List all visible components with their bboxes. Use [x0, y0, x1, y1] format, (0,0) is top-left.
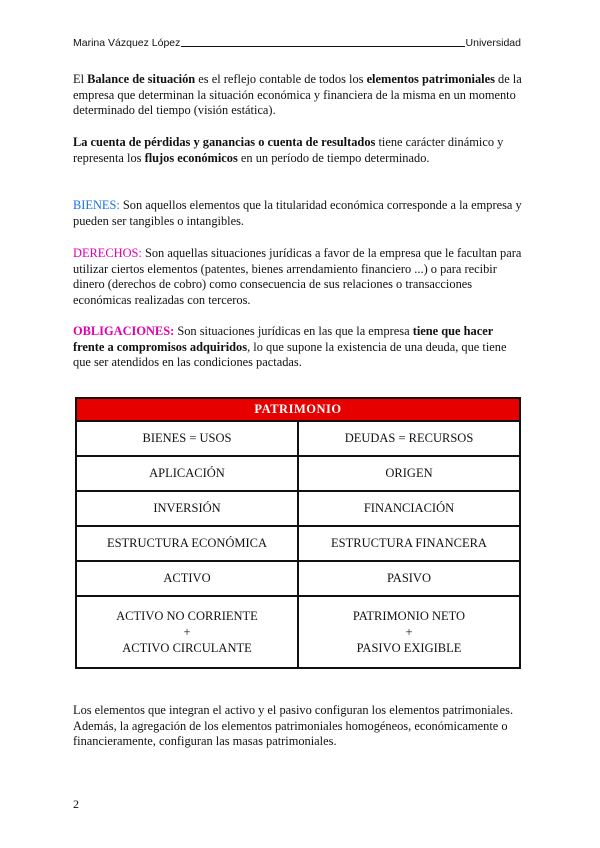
table-cell: INVERSIÓN [76, 491, 298, 526]
table-row [76, 526, 520, 561]
table-cell: ESTRUCTURA FINANCERA [298, 526, 520, 561]
table-row [76, 596, 520, 668]
paragraph-masas: Los elementos que integran el activo y el pasivo configuran los elementos patrimoniales. Además, la agregación de los elementos patrimoniales homogéneos, económicamente o financieramente, configuran las masas patrimoniales. [73, 703, 514, 748]
term-balance: Balance de situación [87, 72, 196, 86]
table-cell: ORIGEN [298, 456, 520, 491]
paragraph-derechos: DERECHOS: Son aquellas situaciones jurídicas a favor de la empresa que le facultan para utilizar ciertos elementos (patentes, bienes arrendamiento financiero ...) o para recibir dinero (derechos de cobro) como consecuencia de sus relaciones o transacciones económicas realizadas con terceros. [73, 246, 522, 307]
term-compromisos: tiene que hacer frente a compromisos adquiridos [73, 324, 493, 354]
page-number: 2 [73, 797, 79, 811]
term-elementos: elementos patrimoniales [366, 72, 495, 86]
patrimonio-table [75, 397, 521, 669]
term-cuenta-pyg: La cuenta de pérdidas y ganancias o cuenta de resultados [73, 135, 376, 149]
cell-line: PASIVO EXIGIBLE [356, 641, 462, 655]
label-derechos: DERECHOS: [73, 246, 142, 260]
cell-line: PATRIMONIO NETO [352, 609, 466, 623]
term-flujos: flujos económicos [144, 150, 238, 165]
paragraph-obligaciones: OBLIGACIONES: Son situaciones jurídicas en las que la empresa tiene que hacer frente a compromisos adquiridos, lo que supone la existencia de una deuda, que tiene que ser atendidos en las condiciones pactadas. [73, 324, 507, 369]
paragraph-bienes: BIENES: Son aquellos elementos que la titularidad económica corresponde a la empresa y pueden ser tangibles o intangibles. [73, 198, 522, 228]
table-cell: DEUDAS = RECURSOS [298, 421, 520, 456]
table-title: PATRIMONIO [76, 398, 520, 421]
header-university: Universidad [465, 37, 521, 49]
table-row [76, 421, 520, 456]
cell-line: ACTIVO CIRCULANTE [122, 641, 252, 655]
table-cell: APLICACIÓN [76, 456, 298, 491]
paragraph-cuenta-resultados: La cuenta de pérdidas y ganancias o cuenta de resultados tiene carácter dinámico y representa los flujos económicos en un período de tiempo determinado. [73, 135, 504, 165]
paragraph-balance: El Balance de situación es el reflejo contable de todos los elementos patrimoniales de la empresa que determinan la situación económica y financiera de la misma en un momento determinado del tiempo (visión estática). [73, 72, 522, 117]
table-cell-activo-detail [76, 596, 298, 668]
cell-plus: + [405, 625, 413, 639]
header-rule [181, 45, 464, 47]
table-row [76, 456, 520, 491]
table-cell: ESTRUCTURA ECONÓMICA [76, 526, 298, 561]
table-cell: PASIVO [298, 561, 520, 596]
table-cell-pasivo-detail [298, 596, 520, 668]
table-row [76, 561, 520, 596]
table-cell: ACTIVO [76, 561, 298, 596]
table-row [76, 491, 520, 526]
table-cell: BIENES = USOS [76, 421, 298, 456]
cell-line: ACTIVO NO CORRIENTE [116, 609, 258, 623]
label-bienes: BIENES: [73, 198, 120, 212]
header-author: Marina Vázquez López [73, 37, 181, 49]
page-header [73, 37, 521, 49]
table-cell: FINANCIACIÓN [298, 491, 520, 526]
label-obligaciones: OBLIGACIONES: [73, 324, 175, 338]
cell-plus: + [183, 625, 191, 639]
